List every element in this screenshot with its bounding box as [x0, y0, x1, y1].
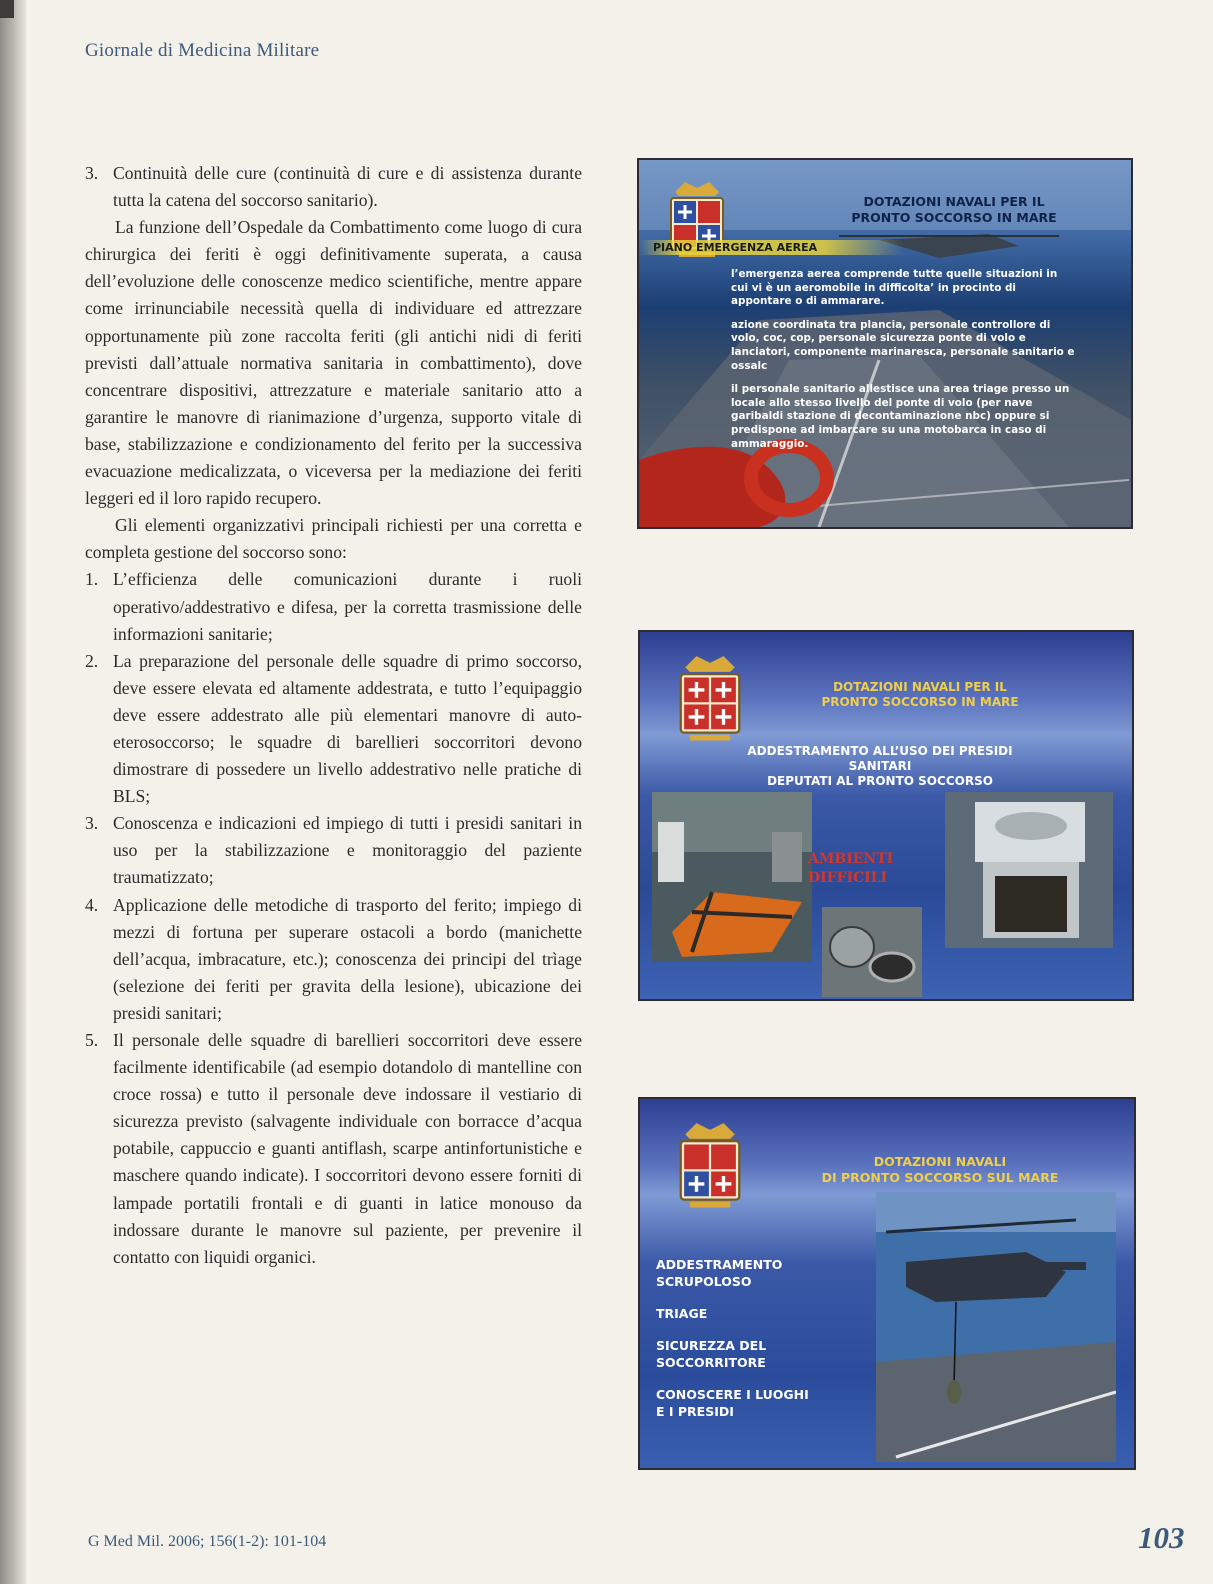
paragraph-ospedale: La funzione dell’Ospedale da Combattimento come luogo di cura chirurgica dei feriti è oggi definitivamente superata, a causa dell’evoluzione delle conoscenze medico scientifiche, mentre appare come irrinunciabile necessità quella di individuare ed attrezzare opportunamente più zone raccolta feriti (gli antichi nidi di feriti previsti dall’attuale normativa sanitaria in combattimento), dove concentrare dispositivi, attrezzature e materiale sanitario atto a garantire le manovre di rianimazione d’urgenza, supporto vitale di base, stabilizzazione e condizionamento del ferito per la successiva evacuazione medicalizzata, o viceversa per la mediazione dei feriti leggeri ed il loro rapido recupero. [85, 217, 582, 509]
navy-crest-emblem [674, 650, 746, 750]
slide-title [829, 194, 1079, 225]
article-text-column [85, 160, 582, 1271]
slide-title [790, 1154, 1090, 1185]
slide-title-line: DOTAZIONI NAVALI [873, 1154, 1007, 1169]
page-number: 103 [1138, 1520, 1185, 1555]
gutter-corner-mark [0, 0, 14, 18]
list-number: 3. [85, 163, 99, 183]
list-number: 2. [85, 650, 99, 671]
slide-title-line: PRONTO SOCCORSO IN MARE [821, 695, 1019, 709]
navy-crest-emblem [674, 1117, 746, 1217]
paragraph-elementi: Gli elementi organizzativi principali richiesti per una corretta e completa gestione del soccorso sono: [85, 515, 582, 563]
slide-piano-emergenza-aerea [637, 158, 1133, 529]
hatch-photo [945, 792, 1113, 948]
slide-title-line: DOTAZIONI NAVALI PER IL [863, 194, 1045, 209]
slide-highlight-text [808, 850, 918, 888]
slide-bullet-list [656, 1256, 816, 1435]
list-text: L’efficienza delle comunicazioni durante i ruoli operativo/addestrativo e difesa, per la corretta trasmissione delle informazioni sanitarie; [113, 569, 582, 644]
slide-title-line: DOTAZIONI NAVALI PER IL [833, 680, 1007, 694]
slide-bullet: CONOSCERE I LUOGHI E I PRESIDI [656, 1387, 809, 1419]
slide-subtitle-line: ADDESTRAMENTO ALL’USO DEI PRESIDI [747, 744, 1013, 758]
slide-body-text [731, 268, 1076, 461]
list-number: 5. [85, 1030, 99, 1050]
manhole-photo [822, 907, 922, 997]
list-text: La preparazione del personale delle squadre di primo soccorso, deve essere elevata ed altamente addestrata, e tutto l’equipaggio deve essere addestrato alle più elementari manovre di auto-eterosoccorso; le squadre di barellieri soccorritori devono dimostrare di possedere un livello addestrativo nelle pratiche di BLS; [113, 650, 582, 807]
list-number: 4. [85, 894, 99, 915]
list-item [85, 810, 582, 891]
slide-section-banner: PIANO EMERGENZA AEREA [639, 240, 903, 255]
stretcher-photo [652, 792, 812, 962]
slide-bullet: l’emergenza aerea comprende tutte quelle situazioni in cui vi è un aeromobile in difficolta’ in procinto di appontare o di ammarare. [731, 268, 1058, 308]
list-item [85, 1027, 582, 1271]
slide-title-line: DI PRONTO SOCCORSO SUL MARE [821, 1169, 1059, 1185]
slide-bullet: il personale sanitario allestisce una area triage presso un locale allo stesso livello del ponte di volo (per nave garibaldi stazione di decontaminazione nbc) oppure si predispone ad imbarcare su una motobarca in caso di ammaraggio. [731, 383, 1070, 450]
list-text: Il personale delle squadre di barellieri soccorritori deve essere facilmente identificabile (ad esempio dotandolo di mantelline con croce rossa) e tutto il personale deve indossare il vestiario di sicurezza previsto (salvagente individuale con borracce d’acqua potabile, cappuccio e guanti antiflash, scarpe antinfortunistiche e maschere quando indicate). I soccorritori devono essere forniti di lampade portatili frontali e di guanti in latice monouso da indossare durante le manovre sul paziente, per prevenire il contatto con liquidi organici. [113, 1030, 582, 1267]
slide-subtitle [730, 744, 1030, 789]
slide-bullet: ADDESTRAMENTO SCRUPOLOSO [656, 1257, 783, 1289]
list-text: Continuità delle cure (continuità di cure e di assistenza durante tutta la catena del soccorso sanitario). [113, 163, 582, 211]
list-number: 1. [85, 569, 99, 590]
list-item-continuity [85, 160, 582, 214]
list-text: Applicazione delle metodiche di trasporto del ferito; impiego di mezzi di fortuna per superare ostacoli a bordo (manichette dell’acqua, imbracature, etc.); conoscenza dei principi del trìage (selezione dei feriti per gravita della lesione), ubicazione dei presidi sanitari; [113, 894, 582, 1023]
helicopter-photo [876, 1192, 1116, 1462]
list-item [85, 566, 582, 647]
slide-subtitle-line: SANITARI [848, 759, 912, 773]
list-item [85, 892, 582, 1027]
slide-bullet: TRIAGE [656, 1306, 708, 1321]
slide-subtitle-line: DEPUTATI AL PRONTO SOCCORSO [767, 774, 993, 788]
slide-dotazioni-navali [638, 1097, 1136, 1470]
slide-bullet: SICUREZZA DEL SOCCORRITORE [656, 1338, 767, 1370]
slide-title [770, 680, 1070, 710]
list-text: Conoscenza e indicazioni ed impiego di tutti i presidi sanitari in uso per la stabilizzazione e monitoraggio del paziente traumatizzato; [113, 813, 582, 888]
slide-bullet: azione coordinata tra plancia, personale controllore di volo, coc, cop, personale sicurezza ponte di volo e lanciatori, componente marinaresca, personale sanitario e ossalc [731, 318, 1075, 372]
slide-title-line: PRONTO SOCCORSO IN MARE [851, 209, 1057, 225]
slide-highlight-line: DIFFICILI [808, 870, 888, 886]
list-item [85, 648, 582, 811]
footer-citation: G Med Mil. 2006; 156(1-2): 101-104 [88, 1533, 327, 1550]
slide-addestramento-presidi [638, 630, 1134, 1001]
slide-highlight-line: AMBIENTI [808, 851, 894, 867]
running-header: Giornale di Medicina Militare [85, 40, 320, 61]
page-gutter-shadow [0, 0, 26, 1584]
list-number: 3. [85, 813, 99, 834]
